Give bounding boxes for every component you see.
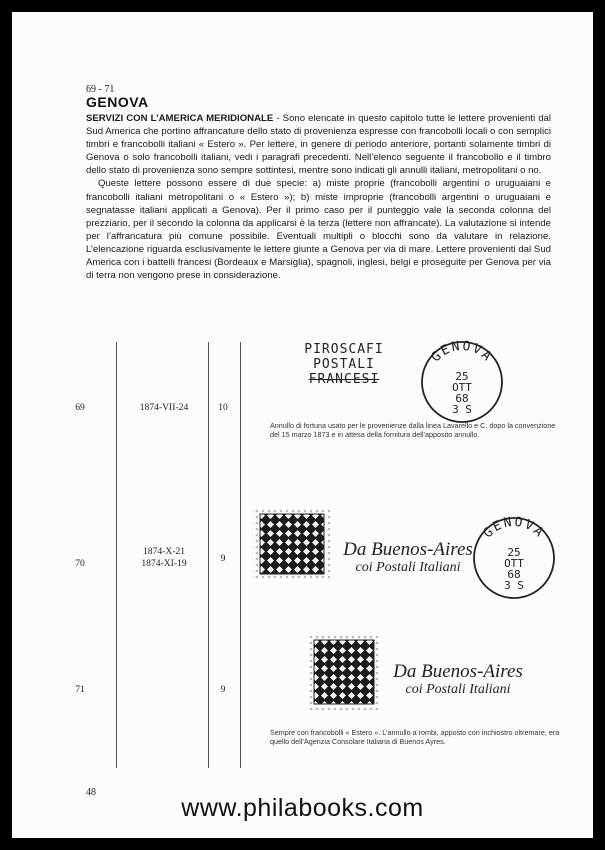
stamp-line-1: Da Buenos-Aires xyxy=(343,539,473,560)
postmark-year: 68 xyxy=(455,392,469,405)
piroscafi-postmark xyxy=(284,342,404,387)
website-watermark[interactable]: www.philabooks.com xyxy=(181,794,424,822)
entry-date: 1874-VII-24 xyxy=(139,402,189,413)
postmark-month: OTT xyxy=(504,557,524,570)
paragraph-2: Queste lettere possono essere di due specie: a) miste proprie (francobolli argentini o uruguaiani e francobolli italiani metropolitani o « Estero »); b) miste improprie (francobolli argentini o uruguaiani e segnatasse italiani applicati a Genova). Per il primo caso per il punteggio vale la seconda colonna del prezziario, per il secondo la colonna da applicarsi è la terza (lettere non affrancate). La valutazione si intende per l’affrancatura più comune possibile. Eventuali multipli o blocchi sono da valutare in relazione. L’elencazione riguarda esclusivamente le lettere giunte a Genova per via di mare. Lettere provenienti dal Sud America con i battelli francesi (Bordeaux e Marsiglia), spagnoli, inglesi, belgi e proseguite per Genova per via di terra non vengono prese in considerazione. xyxy=(86,178,551,282)
column-divider-3 xyxy=(240,342,241,768)
postmark-city: GENOVA xyxy=(428,338,496,366)
entry-range: 69 - 71 xyxy=(86,84,115,95)
entry-number: 70 xyxy=(75,558,85,569)
entry-caption: Annullo di fortuna usato per le provenienze dalla linea Lavarello e C. dopo la convenzione del 15 marzo 1873 e in attesa della fornitura dell’apposito annullo. xyxy=(270,421,556,439)
postmark-year: 68 xyxy=(507,568,521,581)
postmark-city: GENOVA xyxy=(480,514,548,542)
stamp-line-1: Da Buenos-Aires xyxy=(393,661,523,682)
entry-caption: Sempre con francobolli « Estero ». L’annullo a rombi, apposto con inchiostro oltremare, era quello dell’Agenzia Consolare Italiana di Buenos Ayres. xyxy=(270,728,560,746)
buenos-aires-stamp xyxy=(388,662,528,697)
book-page xyxy=(12,12,593,838)
entry-value: 9 xyxy=(220,684,226,695)
entry-date xyxy=(116,546,212,570)
paragraph-1-text: - Sono elencate in questo capitolo tutte le lettere provenienti dal Sud America che portino affrancature dello stato di provenienza espresse con francobolli locali o con semplici timbri e francobolli italiani « Estero ». Per lettere, in genere di periodo anteriore, portanti solamente timbri di Genova o solo francobolli italiani, vedi i paragrafi precedenti. Nell’elenco seguente il francobollo e il timbro dello stato di provenienza sono sempre sottintesi, mentre sono indicati gli annulli italiani, metropolitani o no. xyxy=(86,113,551,177)
buenos-aires-stamp xyxy=(338,540,478,575)
entry-date-line: 1874-XI-19 xyxy=(141,558,187,569)
entry-date-line: 1874-X-21 xyxy=(142,546,186,557)
postmark-month: OTT xyxy=(452,381,472,394)
lozenge-cancel-image xyxy=(248,502,336,586)
stamp-line-2: coi Postali Italiani xyxy=(355,560,461,575)
entry-value: 9 xyxy=(220,553,226,564)
postmark-day: 25 xyxy=(455,370,469,383)
genova-circular-postmark xyxy=(412,332,512,432)
entry-number: 71 xyxy=(75,684,85,695)
postmark-hour: 3 S xyxy=(504,579,524,592)
stamp-line: PIROSCAFI xyxy=(304,342,384,357)
postmark-day: 25 xyxy=(507,546,521,559)
postmark-hour: 3 S xyxy=(452,403,472,416)
intro-text xyxy=(86,112,551,282)
paragraph-lead: SERVIZI CON L’AMERICA MERIDIONALE xyxy=(86,113,274,124)
lozenge-cancel-image xyxy=(302,628,386,716)
stamp-line: POSTALI xyxy=(313,357,375,372)
section-title: GENOVA xyxy=(86,94,149,110)
entry-number: 69 xyxy=(75,402,85,413)
paragraph-1 xyxy=(86,112,551,177)
page-number: 48 xyxy=(86,787,96,798)
entry-value: 10 xyxy=(218,402,228,413)
stamp-line-2: coi Postali Italiani xyxy=(405,682,511,697)
stamp-line-struck: FRANCESI xyxy=(308,372,380,387)
genova-circular-postmark xyxy=(464,508,564,608)
